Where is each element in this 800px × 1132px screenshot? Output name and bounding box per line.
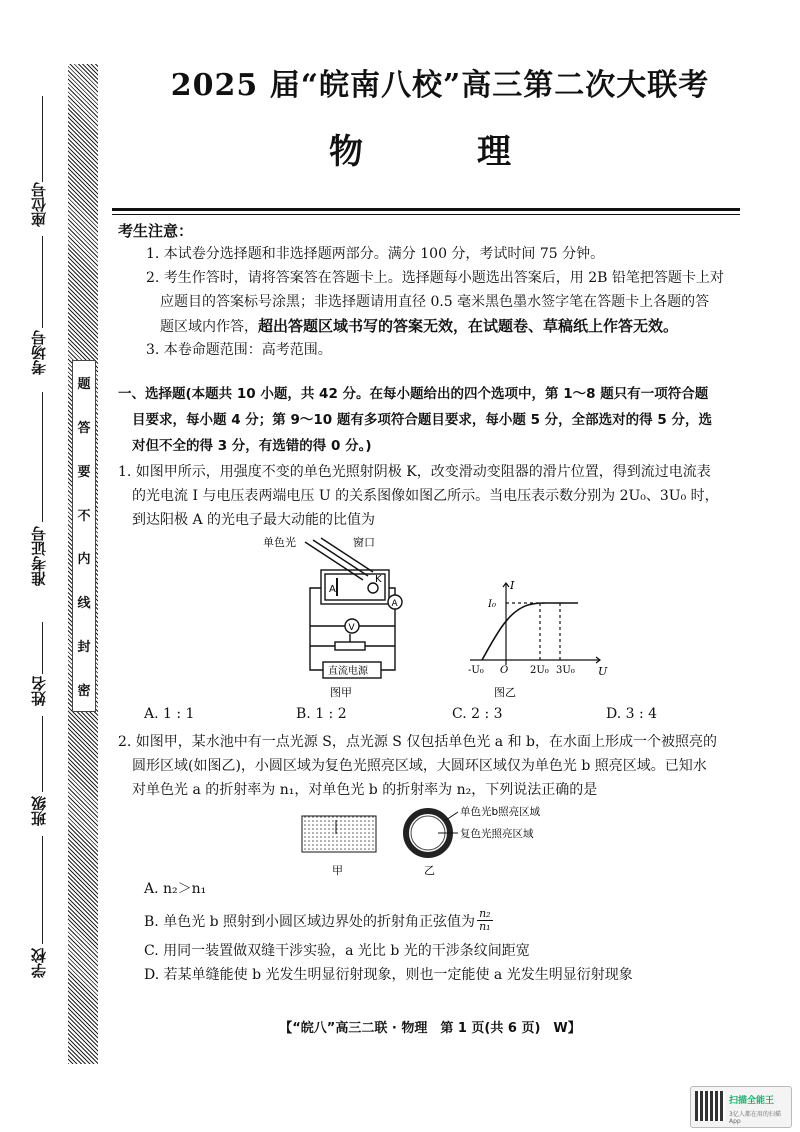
- fill-line: [42, 96, 43, 182]
- page-footer: 【“皖八”高三二联 · 物理 第 1 页(共 6 页) W】: [279, 1021, 581, 1036]
- seal-warning: [72, 360, 96, 712]
- seal-char: 内: [77, 552, 91, 568]
- ammeter-label: A: [391, 599, 398, 609]
- admission-number-label: 准考证号: [30, 526, 48, 586]
- 2u0-label: 2U₀: [530, 665, 549, 676]
- ring-region-label: 单色光b照亮区域: [460, 806, 541, 818]
- q2-figure: [296, 800, 586, 878]
- seal-char: 封: [77, 639, 91, 655]
- figure-b-caption: 图乙: [494, 686, 516, 699]
- seal-char: 答: [77, 421, 91, 437]
- fill-line: [42, 392, 43, 522]
- q1-line-2: 的光电流 I 与电压表两端电压 U 的关系图像如图乙所示。当电压表示数分别为 2U₀、3U₀ 时，: [132, 488, 719, 504]
- q1-line-3: 到达阳极 A 的光电子最大动能的比值为: [132, 512, 376, 528]
- q1-line-1: 1. 如图甲所示，用强度不变的单色光照射阴极 K，改变滑动变阻器的滑片位置，得到流过电流表: [118, 464, 711, 480]
- notice-item-2-line-2: 应题目的答案标号涂黑；非选择题请用直径 0.5 毫米黑色墨水签字笔在答题卡上各题的答: [160, 294, 710, 310]
- fraction-numerator: n₂: [479, 907, 491, 920]
- notice-item-3: 3. 本卷命题范围：高考范围。: [146, 342, 332, 358]
- q2-line-1: 2. 如图甲，某水池中有一点光源 S，点光源 S 仅包括单色光 a 和 b，在水面上形成一个被照亮的: [118, 734, 717, 750]
- notice-item-2-line-1: 2. 考生作答时，请将答案答在答题卡上。选择题每小题选出答案后，用 2B 铅笔把答题卡上对: [146, 270, 724, 286]
- q1-option-c: C. 2 : 3: [452, 706, 503, 722]
- q1-option-a: A. 1 : 1: [144, 706, 195, 722]
- seal-char: 题: [77, 377, 91, 393]
- figure-caption-a: 甲: [332, 864, 343, 877]
- q1-figure-b-graph: [460, 575, 610, 700]
- voltmeter-label: V: [348, 623, 355, 633]
- qr-code-icon: [695, 1091, 725, 1121]
- q2-option-b-fraction: [477, 908, 493, 933]
- q2-line-3: 对单色光 a 的折射率为 n₁，对单色光 b 的折射率为 n₂，下列说法正确的是: [132, 782, 598, 798]
- subject-title: 物 理: [329, 132, 551, 172]
- cathode-label: K: [375, 574, 382, 585]
- exam-room-label: 考场号: [30, 330, 48, 375]
- notice-heading: 考生注意：: [118, 222, 194, 240]
- i-axis-label: I: [510, 579, 515, 592]
- q2-option-b: [144, 908, 493, 933]
- q1-option-d: D. 3 : 4: [606, 706, 658, 722]
- q2-option-c: C. 用同一装置做双缝干涉实验，a 光比 b 光的干涉条纹间距宽: [144, 943, 530, 959]
- figure-caption-b: 乙: [424, 864, 435, 877]
- water-pool: [302, 816, 376, 852]
- divider-thick: [112, 208, 740, 211]
- scanner-watermark: [690, 1086, 792, 1128]
- seat-number-label: 座位号: [30, 182, 48, 227]
- class-label: 班级: [30, 796, 48, 826]
- notice-item-2-line-3: [160, 314, 740, 339]
- section-heading-line-3: 对但不全的得 3 分，有选错的得 0 分。): [132, 438, 372, 454]
- power-source-label: 直流电源: [328, 666, 368, 677]
- anode-label: A: [329, 584, 336, 595]
- q2-option-d: D. 若某单缝能使 b 光发生明显衍射现象，则也一定能使 a 光发生明显衍射现象: [144, 967, 633, 983]
- notice-item-1: 1. 本试卷分选择题和非选择题两部分。满分 100 分，考试时间 75 分钟。: [146, 246, 605, 262]
- section-heading-line-1: 一、选择题(本题共 10 小题，共 42 分。在每小题给出的四个选项中，第 1～8 题只有一项符合题: [118, 386, 709, 402]
- origin-label: O: [500, 665, 509, 676]
- notice-emphasis: 超出答题区域书写的答案无效，在试题卷、草稿纸上作答无效。: [258, 317, 679, 335]
- rheostat: [335, 642, 365, 650]
- fill-line: [42, 236, 43, 328]
- name-label: 姓名: [30, 676, 48, 706]
- iu-curve: [482, 603, 578, 660]
- fraction-denominator: n₁: [479, 920, 491, 933]
- school-label: 学校: [30, 948, 48, 978]
- u-axis-label: U: [598, 665, 608, 678]
- q2-line-2: 圆形区域(如图乙)，小圆区域为复色光照亮区域，大圆环区域仅为单色光 b 照亮区域。已知水: [132, 758, 707, 774]
- notice-text: 题区域内作答，: [160, 319, 258, 335]
- fill-line: [42, 716, 43, 792]
- neg-u0-label: -U₀: [468, 665, 484, 676]
- seal-char: 不: [77, 508, 91, 524]
- scanner-subtitle: 3亿人都在用的扫描App: [729, 1111, 781, 1125]
- scanner-brand: 扫描全能王: [729, 1096, 775, 1106]
- leader-line: [446, 812, 458, 820]
- section-heading-line-2: 目要求，每小题 4 分；第 9～10 题有多项符合题目要求，每小题 5 分，全部选对的得 5 分，选: [132, 412, 712, 428]
- light-label: 单色光: [263, 536, 296, 549]
- window-label: 窗口: [353, 536, 375, 549]
- divider-thin: [112, 214, 740, 215]
- figure-a-caption: 图甲: [330, 686, 352, 699]
- q2-option-b-text: B. 单色光 b 照射到小圆区域边界处的折射角正弦值为: [144, 913, 476, 930]
- seal-char: 要: [77, 464, 91, 480]
- q2-option-a: A. n₂＞n₁: [144, 881, 207, 897]
- q1-figure-a-circuit: [255, 530, 425, 700]
- fill-line: [42, 622, 43, 674]
- i0-label: I₀: [488, 599, 496, 610]
- q1-option-b: B. 1 : 2: [296, 706, 347, 722]
- seal-char: 密: [77, 683, 91, 699]
- 3u0-label: 3U₀: [556, 665, 575, 676]
- exam-title: 2025 届“皖南八校”高三第二次大联考: [170, 68, 710, 103]
- seal-char: 线: [77, 596, 91, 612]
- fill-line: [42, 836, 43, 944]
- center-region-label: 复色光照亮区域: [460, 828, 534, 840]
